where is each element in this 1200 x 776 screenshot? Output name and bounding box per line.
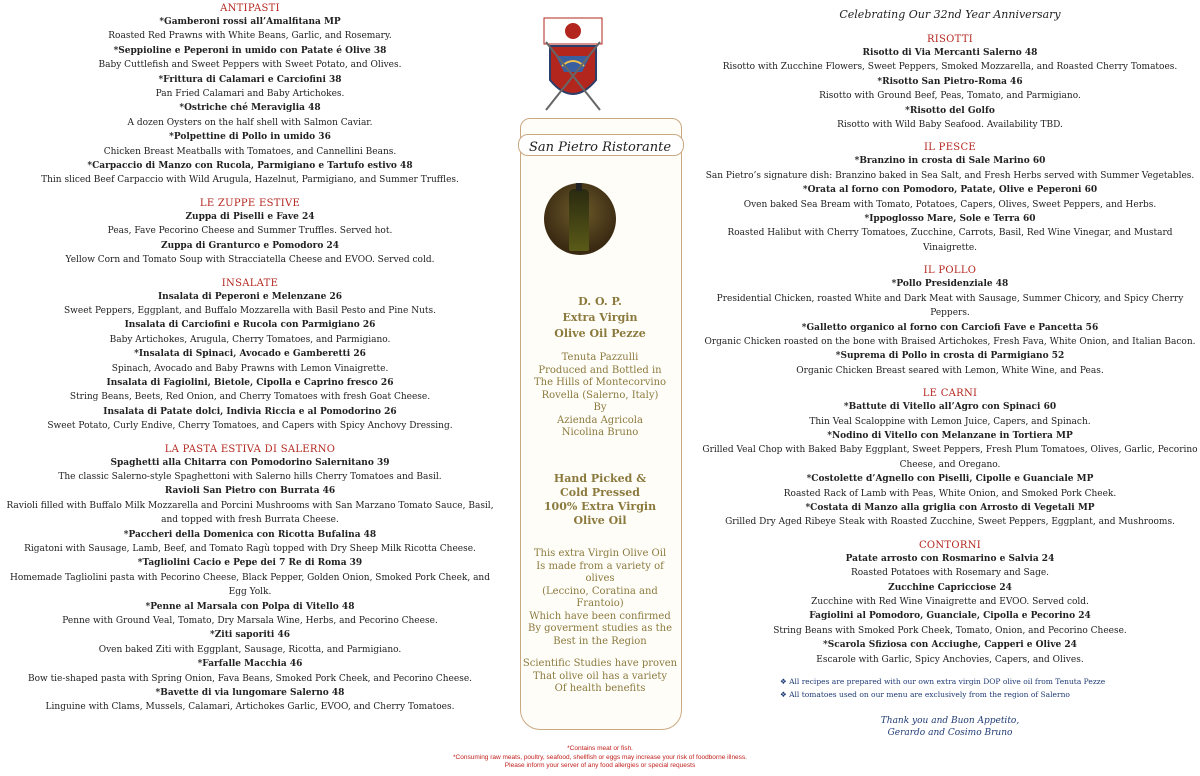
notes — [700, 675, 1200, 701]
dish-name: Patate arrosto con Rosmarino e Salvia 24 — [845, 553, 1055, 564]
dish-description: Pan Fried Calamari and Baby Artichokes. — [155, 89, 345, 100]
dish-name: *Branzino in crosta di Sale Marino 60 — [854, 156, 1046, 167]
dish-name: *Penne al Marsala con Polpa di Vitello 48 — [145, 601, 355, 612]
dish-description: Grilled Veal Chop with Baked Baby Eggplant, Sweet Peppers, Fresh Plum Tomatoes, Olives, Garlic, Pecorino Cheese, and Oregano. — [702, 445, 1198, 470]
dish-description: Grilled Dry Aged Ribeye Steak with Roasted Zucchine, Sweet Peppers, Eggplant, and Mushrooms. — [725, 517, 1175, 528]
dish-name: *Orata al forno con Pomodoro, Patate, Olive e Peperoni 60 — [802, 185, 1098, 196]
dish-name: *Farfalle Macchia 46 — [197, 659, 303, 670]
info-line: Is made from a variety of olives — [536, 560, 664, 584]
dish-description: Sweet Peppers, Eggplant, and Buffalo Mozzarella with Basil Pesto and Pine Nuts. — [64, 305, 436, 316]
section-title: INSALATE — [221, 277, 279, 289]
left-menu-column — [0, 0, 500, 715]
dish-description: Roasted Rack of Lamb with Peas, White Onion, and Smoked Pork Cheek. — [783, 488, 1117, 499]
dish-description: Roasted Halibut with Cherry Tomatoes, Zucchine, Carrots, Basil, Red Wine Vinegar, and Mustard Vinaigrette. — [727, 228, 1173, 253]
info-line: This extra Virgin Olive Oil — [533, 548, 667, 559]
dish-name: *Carpaccio di Manzo con Rucola, Parmigiano e Tartufo estivo 48 — [87, 161, 413, 172]
dish-description: Roasted Potatoes with Rosemary and Sage. — [850, 568, 1050, 579]
dish-name: *Galletto organico al forno con Carciofi Fave e Pancetta 56 — [801, 322, 1099, 333]
info-line: By goverment studies as the — [527, 623, 673, 634]
dish-description: Spinach, Avocado and Baby Prawns with Lemon Vinaigrette. — [111, 363, 389, 374]
dish-description: String Beans with Smoked Pork Cheek, Tomato, Onion, and Pecorino Cheese. — [773, 625, 1127, 636]
dish-name: Spaghetti alla Chitarra con Pomodorino Salernitano 39 — [110, 457, 390, 468]
process-line: Hand Picked & — [553, 472, 647, 485]
right-menu-column — [700, 0, 1200, 739]
dish-description: Sweet Potato, Curly Endive, Cherry Tomatoes, and Capers with Spicy Anchovy Dressing. — [47, 421, 453, 432]
dish-name: Ravioli San Pietro con Burrata 46 — [164, 486, 336, 497]
producer-line: Tenuta Pazzulli — [561, 352, 639, 363]
note-tomatoes: ❖ All tomatoes used on our menu are exclusively from the region of Salerno — [780, 690, 1070, 700]
dish-description: Chicken Breast Meatballs with Tomatoes, and Cannellini Beans. — [103, 146, 397, 157]
dish-name: Insalata di Carciofini e Rucola con Parmigiano 26 — [124, 320, 376, 331]
dish-name: *Scarola Sfiziosa con Acciughe, Capperi e Olive 24 — [823, 640, 1077, 651]
dish-description: Thin Veal Scaloppine with Lemon Juice, Capers, and Spinach. — [809, 416, 1091, 427]
section-title: LA PASTA ESTIVA DI SALERNO — [164, 443, 336, 455]
section-title: ANTIPASTI — [220, 3, 280, 14]
producer-line: By — [593, 402, 607, 413]
dish-description: A dozen Oysters on the half shell with Salmon Caviar. — [127, 117, 373, 128]
footer-line1: *Contains meat or fish. — [567, 745, 633, 752]
section-title: IL PESCE — [924, 142, 976, 154]
dish-name: *Costolette d’Agnello con Piselli, Cipolle e Guanciale MP — [806, 474, 1094, 485]
oil-name-line2: Olive Oil Pezze — [554, 327, 646, 340]
producer-line: Rovella (Salerno, Italy) — [541, 389, 659, 401]
dish-name: *Insalata di Spinaci, Avocado e Gamberetti 26 — [134, 349, 366, 360]
dish-description: The classic Salerno-style Spaghettoni with Salerno hills Cherry Tomatoes and Basil. — [58, 471, 442, 482]
center-panel — [500, 0, 700, 776]
health-benefits-info — [522, 658, 678, 696]
section-title: LE ZUPPE ESTIVE — [199, 197, 301, 209]
dish-description: Presidential Chicken, roasted White and Dark Meat with Sausage, Summer Chicory, and Spicy Cherry Peppers. — [716, 293, 1184, 319]
dish-description: Escarole with Garlic, Spicy Anchovies, Capers, and Olives. — [816, 654, 1084, 665]
dish-name: Insalata di Peperoni e Melenzane 26 — [157, 291, 343, 302]
note-olive-oil: ❖ All recipes are prepared with our own extra virgin DOP olive oil from Tenuta Pezze — [780, 677, 1106, 687]
family-crest-logo — [542, 16, 604, 114]
dish-name: Insalata di Patate dolci, Indivia Riccia e al Pomodorino 26 — [103, 406, 397, 417]
science-line: That olive oil has a variety — [532, 670, 668, 682]
section-title: IL POLLO — [923, 265, 977, 277]
dish-description: Zucchine with Red Wine Vinaigrette and EVOO. Served cold. — [811, 597, 1089, 607]
dish-description: String Beans, Beets, Red Onion, and Cherry Tomatoes with fresh Goat Cheese. — [69, 392, 431, 403]
dish-description: Rigatoni with Sausage, Lamb, Beef, and Tomato Ragù topped with Dry Sheep Milk Ricotta Cheese. — [24, 544, 476, 554]
dop-title: D. O. P. — [578, 295, 622, 308]
dish-name: *Risotto San Pietro-Roma 46 — [877, 76, 1023, 87]
dish-name: *Ippoglosso Mare, Sole e Terra 60 — [864, 214, 1036, 225]
process-line: 100% Extra Virgin — [543, 500, 657, 513]
right-sections — [700, 33, 1200, 667]
dish-description: Thin sliced Beef Carpaccio with Wild Arugula, Hazelnut, Parmigiano, and Summer Truffles. — [41, 175, 459, 186]
dish-name: *Suprema di Pollo in crosta di Parmigiano 52 — [835, 351, 1065, 362]
dish-description: Bow tie-shaped pasta with Spring Onion, Fava Beans, Smoked Pork Cheek, and Pecorino Cheese. — [27, 673, 473, 684]
dish-description: Oven baked Sea Bream with Tomato, Potatoes, Capers, Olives, Sweet Peppers, and Herbs. — [743, 199, 1157, 210]
producer-line: Nicolina Bruno — [561, 427, 639, 438]
section-title: CONTORNI — [918, 539, 982, 551]
dish-description: Homemade Tagliolini pasta with Pecorino Cheese, Black Pepper, Golden Onion, Smoked Pork Cheek, and Egg Yolk. — [10, 572, 490, 598]
dish-name: *Risotto del Golfo — [905, 105, 995, 116]
dish-description: Peas, Fave Pecorino Cheese and Summer Truffles. Served hot. — [107, 226, 393, 237]
dish-description: Baby Artichokes, Arugula, Cherry Tomatoes, and Parmigiano. — [109, 334, 391, 345]
dish-name: *Battute di Vitello all’Agro con Spinaci 60 — [843, 402, 1057, 413]
dish-name: *Nodino di Vitello con Melanzane in Tortiera MP — [827, 430, 1073, 441]
oil-variety-info — [522, 548, 678, 648]
info-line: (Leccino, Coratina and — [542, 585, 658, 597]
info-line: Which have been confirmed — [529, 610, 671, 622]
info-line: Best in the Region — [553, 635, 647, 647]
dish-name: *Frittura di Calamari e Carciofini 38 — [158, 74, 342, 85]
dish-description: Roasted Red Prawns with White Beans, Garlic, and Rosemary. — [108, 31, 392, 42]
oil-name-line1: Extra Virgin — [562, 311, 638, 324]
dish-name: *Seppioline e Peperoni in umido con Patate é Olive 38 — [113, 45, 387, 56]
dish-description: Organic Chicken Breast seared with Lemon, White Wine, and Peas. — [796, 365, 1104, 376]
footer-line2: *Consuming raw meats, poultry, seafood, shellfish or eggs may increase your risk of foodborne illness. — [453, 753, 747, 761]
dish-name: Zuppa di Piselli e Fave 24 — [185, 211, 315, 222]
science-line: Scientific Studies have proven — [522, 658, 678, 669]
dish-name: Insalata di Fagiolini, Bietole, Cipolla e Caprino fresco 26 — [106, 377, 394, 388]
dish-name: Risotto di Via Mercanti Salerno 48 — [862, 48, 1038, 58]
dish-description: Risotto with Wild Baby Seafood. Availability TBD. — [837, 120, 1063, 131]
allergy-footer — [380, 745, 820, 771]
dish-description: San Pietro’s signature dish: Branzino baked in Sea Salt, and Fresh Herbs served with Summer Vegetables. — [705, 170, 1195, 181]
dish-description: Organic Chicken roasted on the bone with Braised Artichokes, Fresh Fava, White Onion, and Italian Bacon. — [704, 336, 1196, 347]
dish-name: *Gamberoni rossi all’Amalfitana MP — [159, 17, 341, 27]
dish-name: *Ziti saporiti 46 — [210, 630, 290, 641]
dish-name: *Bavette di via lungomare Salerno 48 — [155, 688, 345, 699]
dish-name: *Tagliolini Cacio e Pepe dei 7 Re di Roma 39 — [137, 558, 363, 569]
dish-description: Baby Cuttlefish and Sweet Peppers with Sweet Potato, and Olives. — [98, 60, 402, 71]
dish-description: Penne with Ground Veal, Tomato, Dry Marsala Wine, Herbs, and Pecorino Cheese. — [62, 616, 438, 627]
science-line: Of health benefits — [554, 683, 646, 694]
producer-line: Azienda Agricola — [557, 414, 643, 426]
footer-line3: Please inform your server of any food allergies or special requests — [504, 762, 696, 769]
dish-description: Yellow Corn and Tomato Soup with Stracciatella Cheese and EVOO. Served cold. — [65, 255, 435, 266]
dish-name: Zucchine Capricciose 24 — [888, 582, 1012, 593]
dish-description: Risotto with Ground Beef, Peas, Tomato, and Parmigiano. — [819, 91, 1081, 102]
olive-oil-bottle-photo — [544, 183, 616, 255]
restaurant-name: San Pietro Ristorante — [528, 140, 672, 155]
process-info — [522, 472, 678, 528]
section-title: RISOTTI — [926, 34, 974, 45]
producer-line: The Hills of Montecorvino — [533, 377, 667, 388]
dish-name: *Costata di Manzo alla griglia con Arrosto di Vegetali MP — [805, 502, 1095, 513]
thanks-line2: Gerardo and Cosimo Bruno — [887, 728, 1013, 739]
process-line: Olive Oil — [573, 514, 627, 527]
info-line: Frantoio) — [576, 598, 624, 609]
thanks-line1: Thank you and Buon Appetito, — [880, 716, 1020, 727]
dish-name: *Paccheri della Domenica con Ricotta Bufalina 48 — [123, 529, 377, 540]
thanks-message — [700, 715, 1200, 739]
dish-name: Zuppa di Granturco e Pomodoro 24 — [161, 240, 339, 251]
producer-info — [522, 352, 678, 440]
anniversary-header: Celebrating Our 32nd Year Anniversary — [839, 8, 1061, 21]
dish-name: *Pollo Presidenziale 48 — [891, 279, 1009, 290]
dish-description: Risotto with Zucchine Flowers, Sweet Peppers, Smoked Mozzarella, and Roasted Cherry Tomatoes. — [722, 62, 1178, 73]
dish-name: Fagiolini al Pomodoro, Guanciale, Cipolla e Pecorino 24 — [809, 611, 1091, 622]
dish-description: Ravioli filled with Buffalo Milk Mozzarella and Porcini Mushrooms with San Marzano Tomato Sauce, Basil, and topped with fresh Burrata Cheese. — [6, 500, 494, 526]
process-line: Cold Pressed — [560, 486, 640, 499]
dish-description: Oven baked Ziti with Eggplant, Sausage, Ricotta, and Parmigiano. — [98, 644, 402, 655]
dish-description: Linguine with Clams, Mussels, Calamari, Artichokes Garlic, EVOO, and Cherry Tomatoes. — [45, 702, 455, 713]
dish-name: *Ostriche ché Meraviglia 48 — [179, 103, 321, 114]
section-title: LE CARNI — [922, 388, 978, 400]
dish-name: *Polpettine di Pollo in umido 36 — [169, 132, 331, 143]
producer-line: Produced and Bottled in — [538, 364, 662, 376]
